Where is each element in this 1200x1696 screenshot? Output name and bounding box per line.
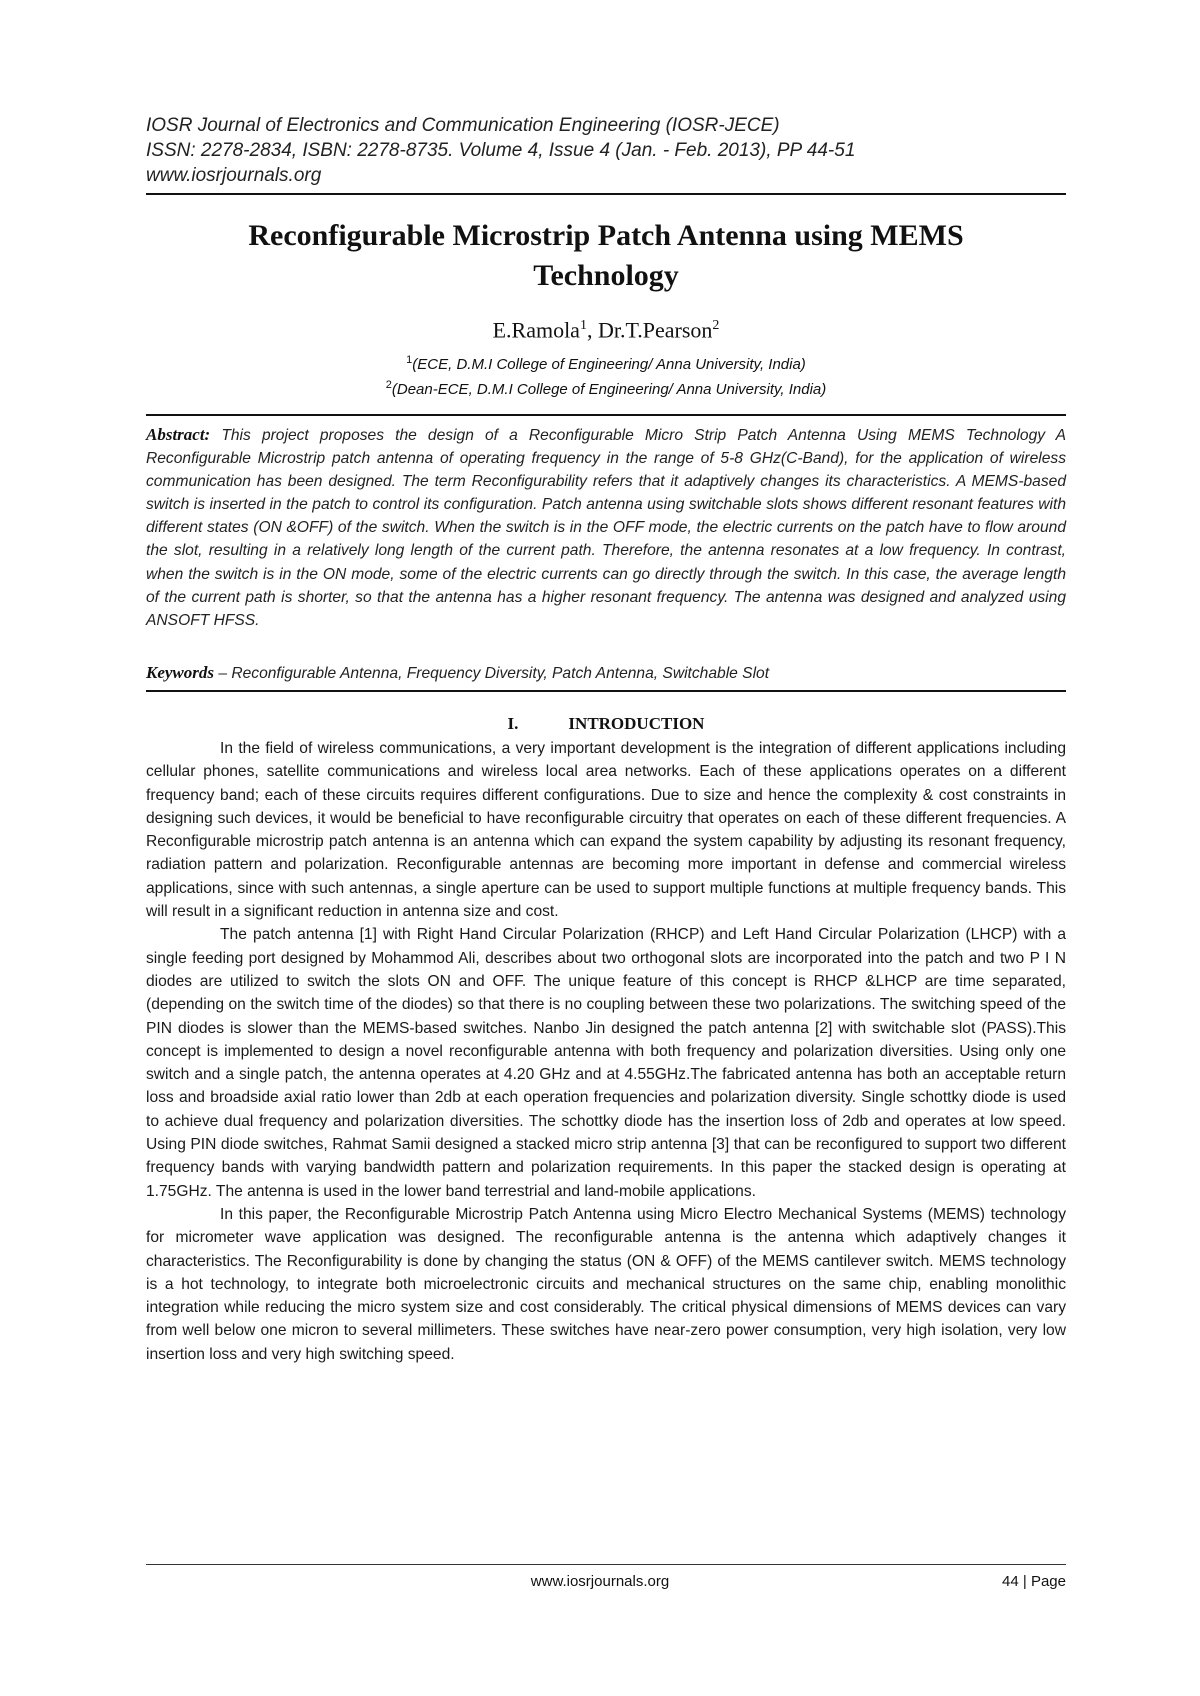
section-title: INTRODUCTION: [568, 714, 705, 733]
paper-title-line-1: Reconfigurable Microstrip Patch Antenna using MEMS: [248, 219, 964, 252]
footer-rule: [146, 1564, 1066, 1565]
affiliation-1-marker: 1: [406, 354, 413, 366]
author-list: [146, 312, 1066, 344]
abstract-bottom-rule: [146, 690, 1066, 692]
abstract: [146, 423, 1066, 632]
journal-header: [146, 113, 1066, 188]
affiliation-1-text: (ECE, D.M.I College of Engineering/ Anna University, India): [412, 356, 806, 373]
journal-issn: ISSN: 2278-2834, ISBN: 2278-8735. Volume 4, Issue 4 (Jan. - Feb. 2013), PP 44-51: [146, 140, 856, 161]
author-2-marker: 2: [712, 318, 720, 333]
affiliation-1: [146, 349, 1066, 376]
author-1-name: E.Ramola: [492, 317, 580, 343]
abstract-top-rule: [146, 414, 1066, 416]
abstract-label: Abstract:: [146, 425, 211, 444]
header-rule: [146, 193, 1066, 195]
affiliation-2-marker: 2: [385, 379, 392, 391]
journal-name: IOSR Journal of Electronics and Communication Engineering (IOSR-JECE): [146, 115, 780, 136]
abstract-text: This project proposes the design of a Reconfigurable Micro Strip Patch Antenna Using MEMS Technology A Reconfigurable Microstrip patch antenna of operating frequency in the range of 5-8 GHz(C-Band), for the application of wireless communication has been designed. The term Reconfigurability refers that it adaptively changes its characteristics. A MEMS-based switch is inserted in the patch to control its configuration. Patch antenna using switchable slots shows different resonant features with different states (ON &OFF) of the switch. When the switch is in the OFF mode, the electric currents on the patch have to flow around the slot, resulting in a relatively long length of the current path. Therefore, the antenna resonates at a low frequency. In contrast, when the switch is in the ON mode, some of the electric currents can go directly through the switch. In this case, the average length of the current path is shorter, so that the antenna has a higher resonant frequency. The antenna was designed and analyzed using ANSOFT HFSS.: [146, 427, 1066, 629]
body-paragraph: The patch antenna [1] with Right Hand Circular Polarization (RHCP) and Left Hand Circular Polarization (LHCP) with a single feeding port designed by Mohammod Ali, describes about two orthogonal slots are incorporated into the patch and two P I N diodes are utilized to switch the slots ON and OFF. The unique feature of this concept is RHCP &LHCP are time separated, (depending on the switch time of the diodes) so that there is no coupling between these two polarizations. The switching speed of the PIN diodes is slower than the MEMS-based switches. Nanbo Jin designed the patch antenna [2] with switchable slot (PASS).This concept is implemented to design a novel reconfigurable antenna with both frequency and polarization diversities. Using only one switch and a single patch, the antenna operates at 4.20 GHz and at 4.55GHz.The fabricated antenna has both an acceptable return loss and broadside axial ratio lower than 2db at each operation frequencies and polarization diversity. Single schottky diode is used to achieve dual frequency and polarization diversities. The schottky diode has the insertion loss of 2db and operates at low speed. Using PIN diode switches, Rahmat Samii designed a stacked micro strip antenna [3] that can be reconfigured to support two different frequency bands with varying bandwidth pattern and polarization requirements. In this paper the stacked design is operating at 1.75GHz. The antenna is used in the lower band terrestrial and land-mobile applications.: [146, 926, 1066, 1200]
section-body: [146, 737, 1066, 1366]
section-number: I.: [507, 714, 519, 733]
body-paragraph: In the field of wireless communications, a very important development is the integration of different applications including cellular phones, satellite communications and wireless local area networks. Each of these applications operates on a different frequency band; each of these circuits requires different configurations. Due to size and hence the complexity & cost constraints in designing such devices, it would be beneficial to have reconfigurable circuitry that operates on each of these different frequencies. A Reconfigurable microstrip patch antenna is an antenna which can expand the system capability by adjusting its resonant frequency, radiation pattern and polarization. Reconfigurable antennas are becoming more important in defense and commercial wireless applications, since with such antennas, a single aperture can be used to support multiple functions at multiple frequency bands. This will result in a significant reduction in antenna size and cost.: [146, 740, 1066, 921]
body-paragraph: In this paper, the Reconfigurable Microstrip Patch Antenna using Micro Electro Mechanical Systems (MEMS) technology for micrometer wave application was designed. The reconfigurable antenna is the antenna which adaptively changes it characteristics. The Reconfigurability is done by changing the status (ON & OFF) of the MEMS cantilever switch. MEMS technology is a hot technology, to integrate both microelectronic circuits and mechanical structures on the same chip, enabling monolithic integration while reducing the micro system size and cost considerably. The critical physical dimensions of MEMS devices can vary from well below one micron to several millimeters. These switches have near-zero power consumption, very high isolation, very low insertion loss and very high switching speed.: [146, 1205, 1066, 1363]
author-separator: ,: [586, 317, 598, 343]
footer-website: www.iosrjournals.org: [530, 1573, 670, 1590]
keywords-label: Keywords: [146, 663, 214, 682]
page-number: 44 | Page: [1002, 1573, 1066, 1590]
author-2-name: Dr.T.Pearson: [597, 317, 713, 343]
paper-title-line-2: Technology: [533, 259, 679, 292]
keywords: [146, 661, 1066, 685]
keywords-text: – Reconfigurable Antenna, Frequency Diversity, Patch Antenna, Switchable Slot: [214, 665, 770, 682]
author-1-marker: 1: [579, 318, 587, 333]
paper-title: [146, 216, 1066, 296]
affiliation-2: [146, 374, 1066, 401]
section-heading: [146, 713, 1066, 735]
journal-website: www.iosrjournals.org: [146, 165, 322, 186]
affiliation-2-text: (Dean-ECE, D.M.I College of Engineering/ Anna University, India): [391, 381, 827, 398]
